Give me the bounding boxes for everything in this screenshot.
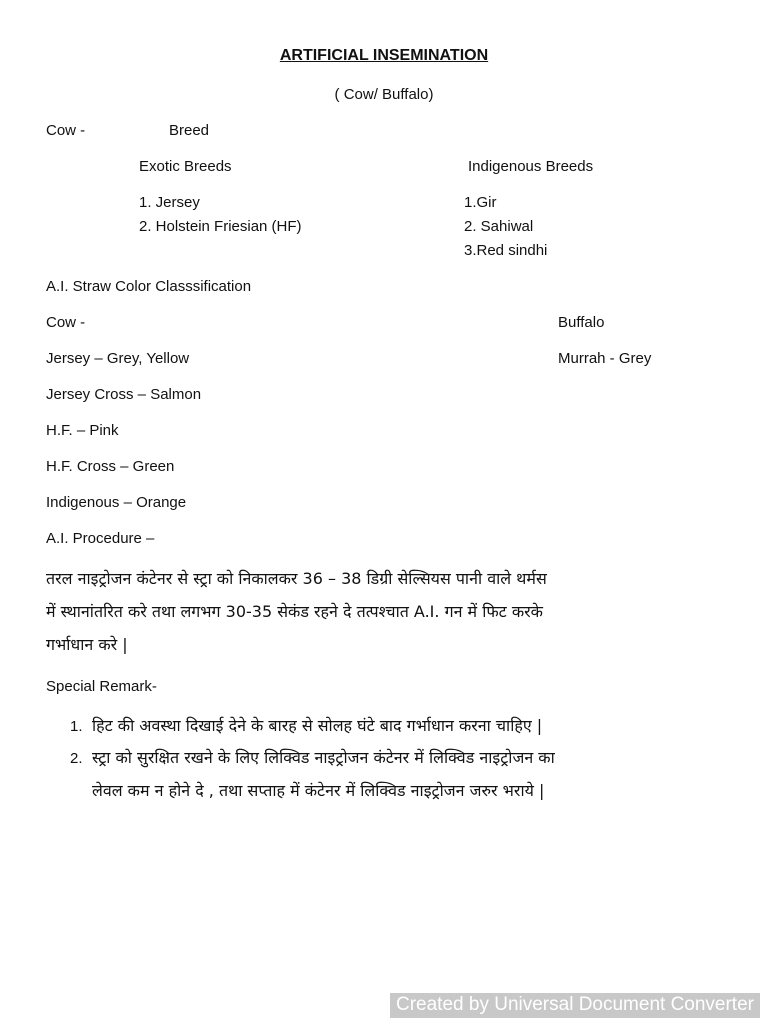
- cow-color-item: Jersey – Grey, Yellow: [46, 350, 190, 367]
- procedure-line: तरल नाइट्रोजन कंटेनर से स्ट्रा को निकालकर 36 – 38 डिग्री सेल्सियस पानी वाले थर्मस: [46, 569, 547, 588]
- remark-line: लेवल कम न होने दे , तथा सप्ताह में कंटेनर में लिक्विड नाइट्रोजन जरुर भराये |: [92, 781, 545, 800]
- document-title: ARTIFICIAL INSEMINATION: [279, 47, 489, 64]
- indigenous-breed-item: 2. Sahiwal: [464, 218, 534, 235]
- indigenous-breed-item: 3.Red sindhi: [464, 242, 548, 259]
- remark-number: 2.: [70, 750, 83, 767]
- breed-label: Breed: [169, 122, 210, 139]
- cow-color-item: H.F. – Pink: [46, 422, 119, 439]
- cow-label: Cow -: [46, 122, 86, 139]
- cow-color-item: H.F. Cross – Green: [46, 458, 175, 475]
- exotic-breed-item: 2. Holstein Friesian (HF): [139, 218, 302, 235]
- remark-line: स्ट्रा को सुरक्षित रखने के लिए लिक्विड नाइट्रोजन कंटेनर में लिक्विड नाइट्रोजन का: [92, 748, 555, 767]
- special-remark-heading: Special Remark-: [46, 678, 157, 695]
- straw-cow-label: Cow -: [46, 314, 86, 331]
- indigenous-breeds-heading: Indigenous Breeds: [468, 158, 594, 175]
- remark-number: 1.: [70, 718, 83, 735]
- indigenous-breed-item: 1.Gir: [464, 194, 497, 211]
- cow-color-item: Indigenous – Orange: [46, 494, 187, 511]
- converter-watermark: Created by Universal Document Converter: [390, 993, 760, 1018]
- procedure-line: गर्भाधान करे |: [46, 635, 128, 654]
- procedure-line: में स्थानांतरित करे तथा लगभग 30-35 सेकंड रहने दे तत्पश्चात A.I. गन में फिट करके: [46, 602, 543, 621]
- cow-color-item: Jersey Cross – Salmon: [46, 386, 202, 403]
- exotic-breed-item: 1. Jersey: [139, 194, 200, 211]
- buffalo-color-item: Murrah - Grey: [558, 350, 652, 367]
- document-subtitle: ( Cow/ Buffalo): [334, 86, 434, 103]
- straw-buffalo-label: Buffalo: [558, 314, 605, 331]
- procedure-heading: A.I. Procedure –: [46, 530, 155, 547]
- remark-line: हिट की अवस्था दिखाई देने के बारह से सोलह घंटे बाद गर्भाधान करना चाहिए |: [92, 716, 543, 735]
- exotic-breeds-heading: Exotic Breeds: [139, 158, 232, 175]
- straw-color-heading: A.I. Straw Color Classsification: [46, 278, 252, 295]
